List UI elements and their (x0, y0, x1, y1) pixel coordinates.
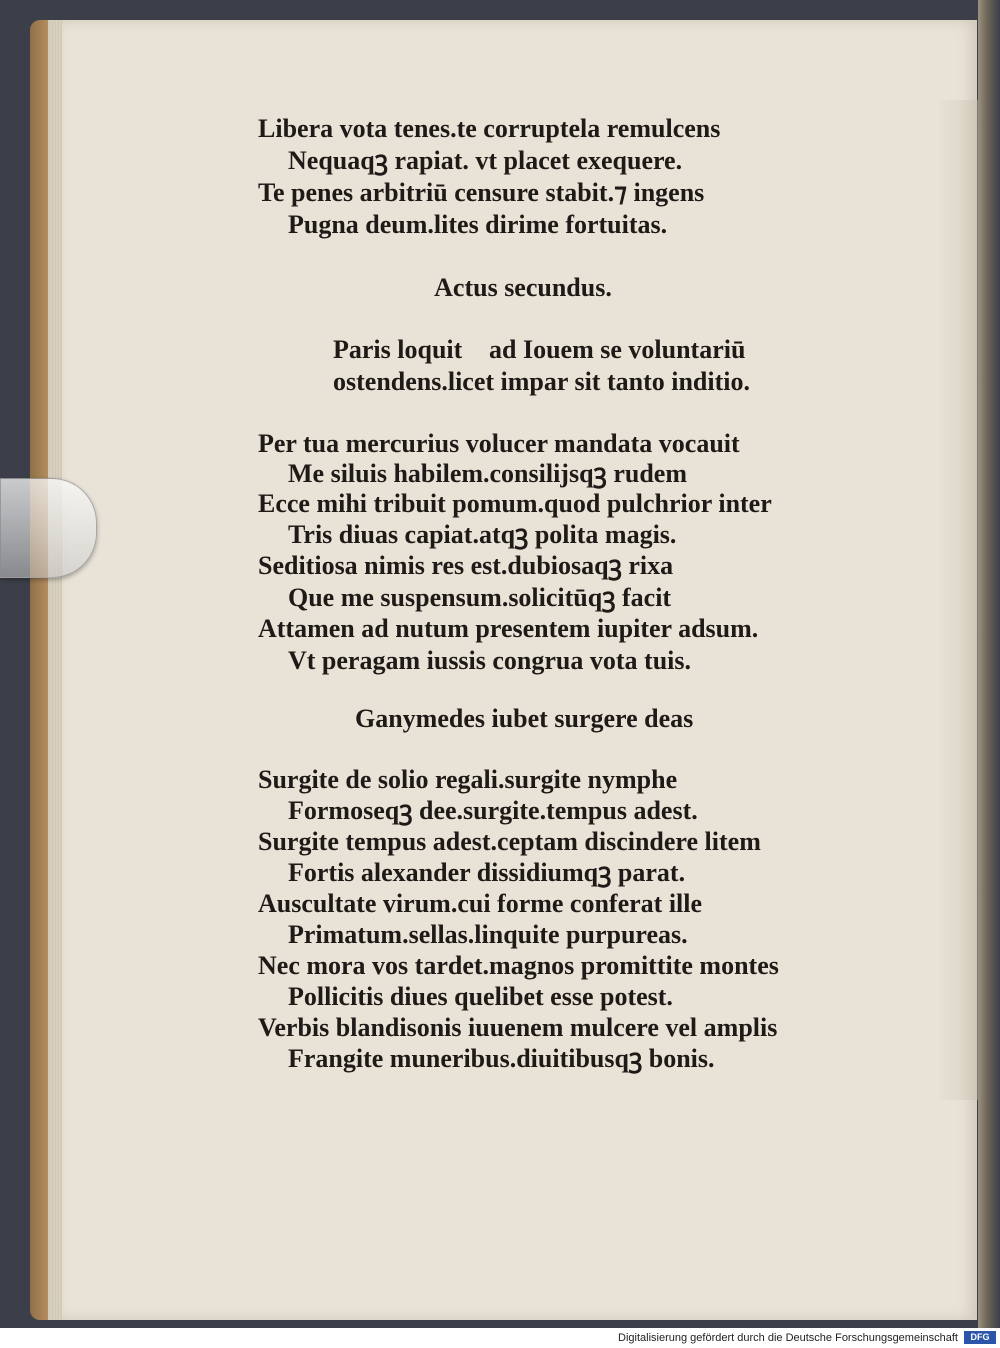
paris-heading-line: Paris loquit᷑ ad Iouem se voluntariū (333, 335, 746, 364)
funding-credit: Digitalisierung gefördert durch die Deutsche Forschungsgemeinschaft (618, 1332, 958, 1344)
verse-line: Nequaqꝫ rapiat. vt placet exequere. (288, 146, 683, 175)
verse-line: Seditiosa nimis res est.dubiosaqꝫ rixa (258, 551, 674, 580)
verse-line: Verbis blandisonis iuuenem mulcere vel amplis (258, 1013, 778, 1042)
verse-line: Surgite tempus adest.ceptam discindere litem (258, 827, 761, 856)
verse-line: Ecce mihi tribuit pomum.quod pulchrior inter (258, 489, 772, 518)
facing-page-edge (978, 0, 1000, 1328)
page-clip (0, 478, 97, 578)
footer-bar (0, 1328, 1000, 1348)
verse-line: Surgite de solio regali.surgite nymphe (258, 765, 678, 794)
ganymedes-heading: Ganymedes iubet surgere deas (355, 704, 694, 733)
verse-line: Vt peragam iussis congrua vota tuis. (288, 646, 692, 675)
verse-line: Pollicitis diues quelibet esse potest. (288, 982, 673, 1011)
verse-line: Me siluis habilem.consilijsqꝫ rudem (288, 459, 687, 488)
paris-heading-line: ostendens.licet impar sit tanto inditio. (333, 367, 750, 396)
act-heading: Actus secundus. (434, 273, 612, 302)
verse-line: Per tua mercurius volucer mandata vocauit (258, 429, 740, 458)
verse-line: Fortis alexander dissidiumqꝫ parat. (288, 858, 686, 887)
verse-line: Primatum.sellas.linquite purpureas. (288, 920, 688, 949)
verse-line: Pugna deum.lites dirime fortuitas. (288, 210, 668, 239)
verse-line: Que me suspensum.solicitūqꝫ facit (288, 583, 672, 612)
verse-line: Frangite muneribus.diuitibusqꝫ bonis. (288, 1044, 715, 1073)
verse-line: Formoseqꝫ dee.surgite.tempus adest. (288, 796, 698, 825)
verse-line: Te penes arbitriū censure stabit.⁊ ingens (258, 178, 705, 207)
dfg-logo[interactable]: DFG (964, 1331, 996, 1344)
verse-line: Libera vota tenes.te corruptela remulcens (258, 114, 721, 143)
verse-line: Nec mora vos tardet.magnos promittite montes (258, 951, 779, 980)
verse-line: Auscultate virum.cui forme conferat ille (258, 889, 703, 918)
verse-line: Tris diuas capiat.atqꝫ polita magis. (288, 520, 677, 549)
verse-line: Attamen ad nutum presentem iupiter adsum. (258, 614, 759, 643)
